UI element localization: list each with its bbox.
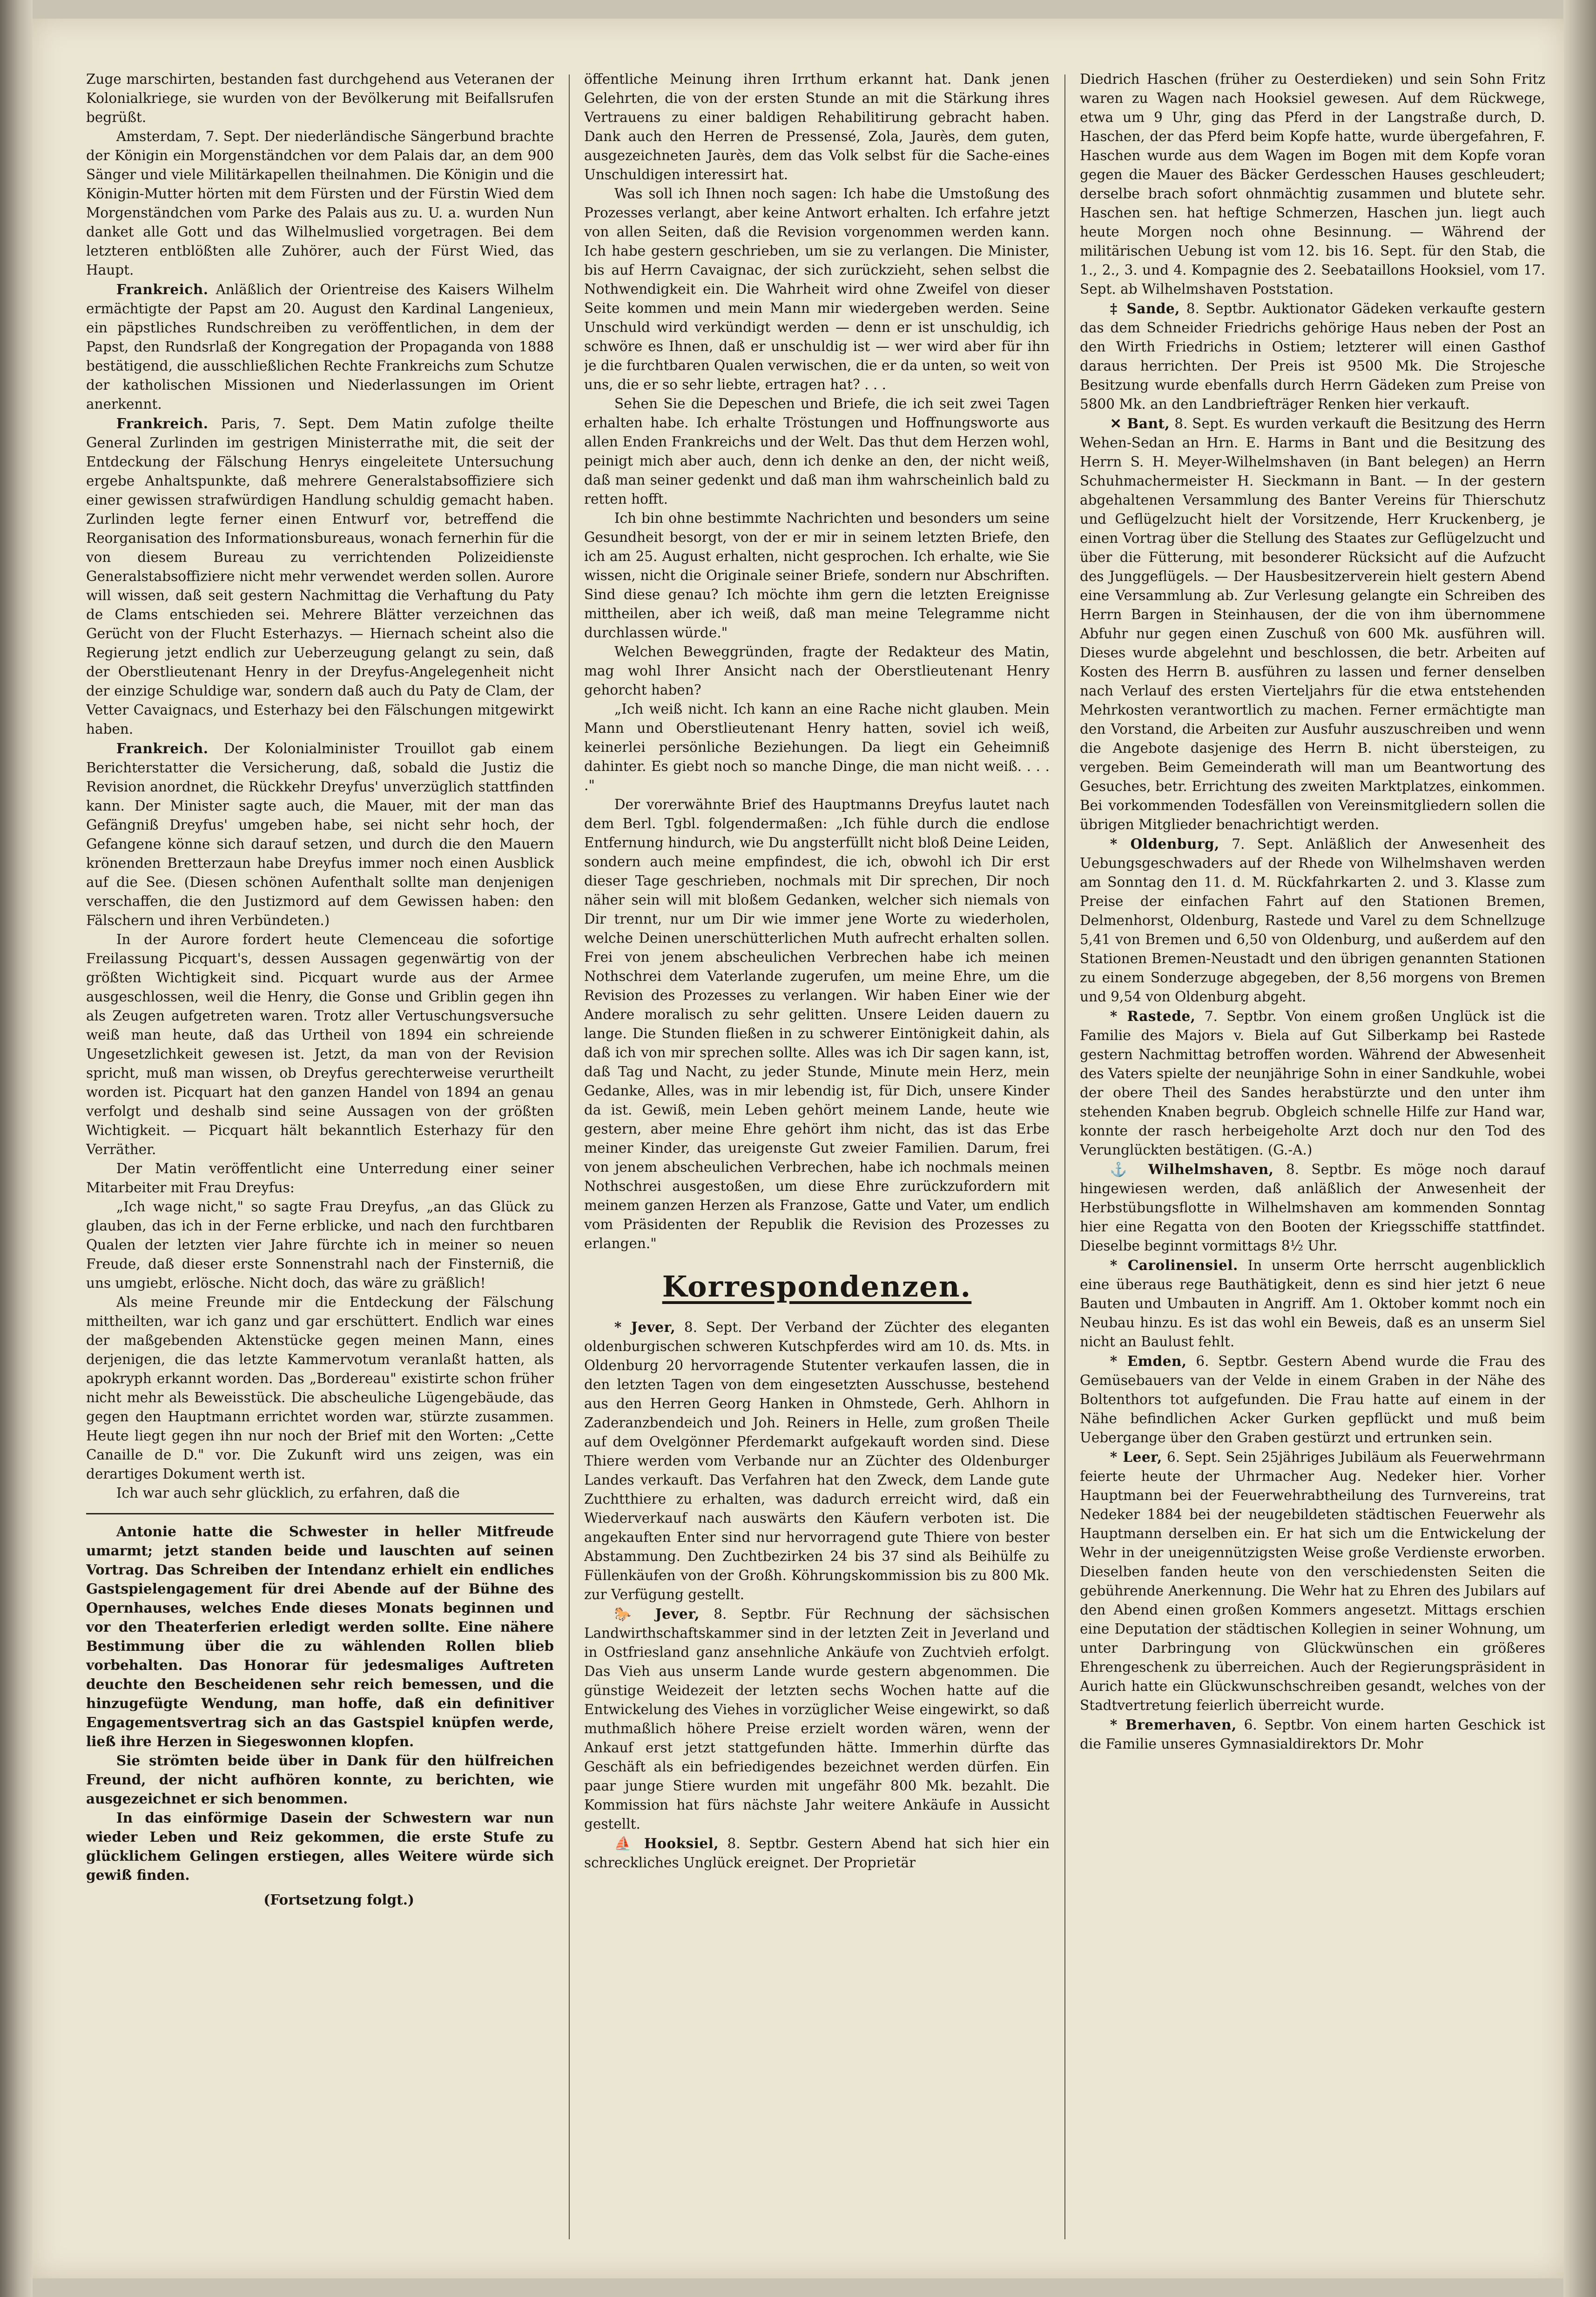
dateline: Hooksiel, — [644, 1835, 719, 1851]
dateline: Frankreich. — [116, 740, 209, 757]
news-item-leer — [1080, 1447, 1545, 1715]
column-rule-2 — [1064, 74, 1065, 2239]
book-binding — [0, 0, 33, 2297]
section-heading: Korrespondenzen. — [662, 1270, 972, 1304]
dateline: ‡ Sande, — [1110, 300, 1180, 317]
news-item-frankreich-2 — [86, 414, 554, 739]
news-item-bremerhaven — [1080, 1715, 1545, 1754]
paragraph: Der Matin veröffentlicht eine Unterredung einer seiner Mitarbeiter mit Frau Dreyfus: — [86, 1161, 554, 1196]
paragraph: Ich bin ohne bestimmte Nachrichten und besonders um seine Gesundheit besorgt, von der er mir in seinem letzten Briefe, den ich am 25. August erhalten, nicht gesprochen. Ich erhalte, wie Sie wissen, nicht die Originale seiner Briefe, sondern nur Abschriften. Sind diese genau? Ich möchte ihm gern die letzten Ereignisse mittheilen, aber ich weiß, daß man meine Telegramme nicht durchlassen würde." — [584, 510, 1050, 641]
paragraph: öffentliche Meinung ihren Irrthum erkannt hat. Dank jenen Gelehrten, die von der ersten Stunde an mit die Stärkung ihres Vertrauens zu einer baldigen Rehabilitirung gebracht haben. Dank auch den Herren de Pressensé, Zola, Jaurès, dem guten, ausgezeichneten Jaurès, dem das Volk selbst für die Sache-eines Unschuldigen interessirt hat. — [584, 71, 1050, 182]
dateline: * Jever, — [614, 1319, 676, 1335]
news-item-carolinensiel — [1080, 1256, 1545, 1351]
paragraph: In der Aurore fordert heute Clemenceau die sofortige Freilassung Picquart's, dessen Aussagen gegenwärtig von der größten Wichtigkeit sind. Picquart wurde aus der Armee ausgeschlossen, weil die Henry, die Gonse und Griblin gegen ihn als Zeugen aufgetreten waren. Trotz aller Vertuschungsversuche weiß man heute, daß das Urtheil von 1894 ein schreiende Ungesetzlichkeit gewesen ist. Jetzt, da man von der Revision spricht, muß man wissen, ob Dreyfus gerechterweise verurtheilt worden ist. Picquart hat den ganzen Handel von 1894 an genau verfolgt und deshalb sind seine Aussagen von der größten Wichtigkeit. — Picquart hält bekanntlich Esterhazy für den Verräther. — [86, 932, 554, 1157]
dateline: ⚓ Wilhelmshaven, — [1110, 1161, 1274, 1177]
paragraph: Diedrich Haschen (früher zu Oesterdieken) und sein Sohn Fritz waren zu Wagen nach Hooksiel gewesen. Auf dem Rückwege, etwa um 9 Uhr, ging das Pferd in der Langstraße durch, D. Haschen, der das Pferd beim Kopfe hatte, wurde übergefahren, F. Haschen wurde aus dem Wagen im Bogen mit dem Kopfe voran gegen die Mauer des Bäcker Gerdesschen Hauses geschleudert; derselbe brach sofort ohnmächtig zusammen und blutete sehr. Haschen sen. hat heftige Schmerzen, Haschen jun. liegt auch heute Morgen noch ohne Besinnung. — Während der militärischen Uebung ist vom 12. bis 16. Sept. für den Stab, die 1., 2., 3. und 4. Kompagnie des 2. Seebataillons Hooksiel, vom 17. Sept. ab Wilhelmshaven Poststation. — [1080, 71, 1545, 297]
news-text: 6. Septbr. Gestern Abend wurde die Frau des Gemüsebauers van der Velde in einem Graben in der Nähe des Boltenthors tot aufgefunden. Die Frau hatte auf einem in der Nähe befindlichen Acker Gurken gepflückt und muß beim Uebergange über den Graben gestürzt und ertrunken sein. — [1080, 1353, 1545, 1446]
news-item-emden — [1080, 1351, 1545, 1447]
dateline: Frankreich. — [116, 415, 209, 432]
news-text: In unserm Orte herrscht augenblicklich eine überaus rege Bauthätigkeit, denn es sind hier jetzt 6 neue Bauten und Umbauten in Angriff. Am 1. Oktober kommt noch ein Neubau hinzu. Es ist das wohl ein Beweis, daß es an unserm Siel nicht an Baulust fehlt. — [1080, 1257, 1545, 1350]
news-text: 8. Septbr. Auktionator Gädeken verkaufte gestern das dem Schneider Friedrichs gehörige Haus neben der Post an den Wirth Friedrichs in Ostiem; letzterer will einen Gasthof daraus herrichten. Der Preis ist 9500 Mk. Die Strojesche Besitzung wurde ebenfalls durch Herrn Gädeken zum Preise von 5800 Mk. an den Landbriefträger Renken hier verkauft. — [1080, 301, 1545, 412]
paragraph: Was soll ich Ihnen noch sagen: Ich habe die Umstoßung des Prozesses verlangt, aber keine Antwort erhalten. Ich erfahre jetzt von allen Seiten, daß die Revision vorgenommen werden kann. Ich habe gestern geschrieben, um sie zu verlangen. Die Minister, bis auf Herrn Cavaignac, der sich zurückzieht, sehen selbst die Nothwendigkeit ein. Die Wahrheit wird ohne Zweifel von dieser Seite kommen und mein Mann mir wiedergeben werden. Seine Unschuld wird verkündigt werden — denn er ist unschuldig, ich schwöre es Ihnen, daß er unschuldig ist — wer wird aber für ihn je die furchtbaren Qualen verwischen, die er da unten, so weit von uns, die er so sehr liebte, ertragen hat? . . . — [584, 186, 1050, 392]
column-3 — [1080, 70, 1545, 2239]
paragraph: Welchen Beweggründen, fragte der Redakteur des Matin, mag wohl Ihrer Ansicht nach der Oberstlieutenant Henry gehorcht haben? — [584, 644, 1050, 698]
news-item-hooksiel — [584, 1834, 1050, 1872]
dateline: * Oldenburg, — [1110, 836, 1219, 852]
column-rule-1 — [569, 74, 570, 2239]
news-item-jever-1 — [584, 1317, 1050, 1604]
news-item-bant — [1080, 414, 1545, 834]
news-item-oldenburg — [1080, 834, 1545, 1007]
paragraph: Ich war auch sehr glücklich, zu erfahren, daß die — [116, 1485, 460, 1501]
paragraph: Als meine Freunde mir die Entdeckung der Fälschung mittheilten, war ich ganz und gar erschüttert. Endlich war eines der maßgebenden Aktenstücke gegen meinen Mann, eines derjenigen, die das letzte Kammervotum veranlaßt hatten, als apokryph erkannt worden. Das „Bordereau" existirte schon früher nicht mehr als Beweisstück. Die abscheuliche Lügengebäude, das gegen den Hauptmann errichtet worden war, stürzte zusammen. Heute liegt gegen ihn nur noch der Brief mit den Worten: „Cette Canaille de D." vor. Die Zukunft wird uns zeigen, was ein derartiges Dokument werth ist. — [86, 1294, 554, 1482]
paragraph: Zuge marschirten, bestanden fast durchgehend aus Veteranen der Kolonialkriege, sie wurden von der Bevölkerung mit Beifallsrufen begrüßt. — [86, 71, 554, 125]
news-text: 6. Sept. Sein 25jähriges Jubiläum als Feuerwehrmann feierte heute der Uhrmacher Aug. Nedeker hier. Vorher Hauptmann bei der Feuerwehrabtheilung des Turnvereins, trat Nedeker 1884 bei der neugebildeten städtischen Feuerwehr als Hauptmann derselben ein. Er hat sich um die Entwickelung der Wehr in der uneigennützigsten Weise große Verdienste erworben. Dieselben fanden heute von den verschiedensten Seiten die gebührende Anerkennung. Die Wehr hat zu Ehren des Jubilars auf den Abend einen großen Kommers angesetzt. Mittags erschien eine Deputation der städtischen Kollegien in seiner Wohnung, um unter Darbringung von Glückwünschen ein größeres Ehrengeschenk zu überreichen. Auch der Regierungspräsident in Aurich hatte ein Glückwunschschreiben gesandt, welches von der Stadtvertretung feierlich überreicht wurde. — [1080, 1449, 1545, 1713]
column-2 — [584, 70, 1050, 2239]
paragraph: „Ich wage nicht," so sagte Frau Dreyfus, „an das Glück zu glauben, das ich in der Ferne erblicke, und nach den furchtbaren Qualen der letzten vier Jahre fürchte ich in meiner so neuen Freude, daß dieser erste Sonnenstrahl nach der Finsterniß, die uns umgiebt, erlösche. Nicht doch, das wäre zu gräßlich! — [86, 1199, 554, 1291]
news-text: 7. Sept. Anläßlich der Anwesenheit des Uebungsgeschwaders auf der Rhede von Wilhelmshaven werden am Sonntag den 11. d. M. Rückfahrkarten 2. und 3. Klasse zum Preise der einfachen Fahrt auf den Stationen Bremen, Delmenhorst, Oldenburg, Rastede und Varel zu dem Schnellzuge 5,41 von Bremen und 6,50 von Oldenburg, und außerdem auf den Stationen Bremen-Neustadt und den übrigen genannten Stationen zu einem Sonderzuge abgegeben, der 8,56 morgens von Bremen und 9,54 von Oldenburg abgeht. — [1080, 836, 1545, 1005]
paragraph: Sie strömten beide über in Dank für den hülfreichen Freund, der nicht aufhören konnte, zu berichten, wie ausgezeichnet er sich benommen. — [86, 1752, 554, 1807]
feuilleton-divider — [86, 1513, 554, 1514]
news-text: 8. Sept. Der Verband der Züchter des eleganten oldenburgischen schweren Kutschpferdes wird am 10. ds. Mts. in Oldenburg 20 hervorragende Stutenter verkaufen lassen, die in den letzten Tagen von dem eingesetzten Ausschusse, bestehend aus den Herren Georg Hanken in Ohmstede, Gerh. Ahlhorn in Zaderanzbendeich und Joh. Reiners in Helle, zum großen Theile auf dem Ovelgönner Pferdemarkt aufgekauft worden sind. Diese Thiere werden vom Verbande nur an Züchter des Oldenburger Landes verkauft. Das Verfahren hat den Zweck, dem Lande gute Zuchtthiere zu erhalten, was dadurch erreicht wird, daß ein Wiederverkauf nach auswärts den Käufern verboten ist. Die angekauften Enter sind nur hervorragend gute Thiere von bester Abstammung. Den Zuchtbezirken 24 bis 37 sind als Beihülfe zu Füllenkäufen von der Großh. Köhrungskommission bis zu 800 Mk. zur Verfügung gestellt. — [584, 1319, 1050, 1602]
news-item-sande — [1080, 299, 1545, 414]
news-text: 8. Sept. Es wurden verkauft die Besitzung des Herrn Wehen-Sedan an Hrn. E. Harms in Bant und die Besitzung des Herrn S. H. Meyer-Wilhelmshaven (in Bant belegen) an Herrn Schuhmachermeister H. Sieckmann in Bant. — In der gestern abgehaltenen Versammlung des Banter Vereins für Thierschutz und Geflügelzucht hielt der Vorsitzende, Herr Kruckenberg, je einen Vortrag über die Stellung des Staates zur Geflügelzucht und über die Fütterung, mit besonderer Rücksicht auf die Aufzucht des Junggeflügels. — Der Hausbesitzerverein hielt gestern Abend eine Versammlung ab. Zur Verlesung gelangte ein Schreiben des Herrn Bargen in Steinhausen, der die von ihm übernommene Abfuhr nur gegen einen Zuschuß von 600 Mk. ausführen will. Dieses wurde abgelehnt und beschlossen, die betr. Arbeiten auf Kosten des Herrn B. ausführen zu lassen und ferner denselben nach Verlauf des ersten Vierteljahrs für die etwa entstehenden Mehrkosten verantwortlich zu machen. Ferner ermächtigte man den Vorstand, die Arbeiten zur Ausfuhr auszuschreiben und wenn die Angebote dasjenige des Herrn B. nicht übersteigen, zu vergeben. Beim Gemeinderath will man um Beantwortung des Gesuches, betr. Errichtung des zweiten Marktplatzes, einkommen. Bei vorkommenden Todesfällen von Vereinsmitgliedern sollen die übrigen Mitglieder benachrichtigt werden. — [1080, 416, 1545, 832]
news-text: 7. Septbr. Von einem großen Unglück ist die Familie des Majors v. Biela auf Gut Silberkamp bei Rastede gestern Nachmittag betroffen worden. Während der Abwesenheit des Vaters spielte der neunjährige Sohn in einer Sandkuhle, wobei der obere Theil des Sandes herabstürzte und den unter ihm stehenden Knaben begrub. Obgleich schnelle Hilfe zur Hand war, konnte der rasch herbeigeholte Arzt doch nur den Tod des Verunglückten bestätigen. (G.-A.) — [1080, 1008, 1545, 1158]
news-item-frankreich-3 — [86, 739, 554, 930]
news-item-wilhelmshaven — [1080, 1160, 1545, 1256]
dateline: ✕ Bant, — [1110, 415, 1170, 432]
continued-note: (Fortsetzung folgt.) — [263, 1892, 414, 1908]
news-item-frankreich-1 — [86, 280, 554, 414]
paragraph: Antonie hatte die Schwester in heller Mitfreude umarmt; jetzt standen beide und lauschten auf seinen Vortrag. Das Schreiben der Intendanz erhielt ein endliches Gastspielengagement für drei Abende auf der Bühne des Opernhauses, welches Ende dieses Monats beginnen und vor den Theaterferien erledigt werden sollte. Eine nähere Bestimmung über die zu wählenden Rollen blieb vorbehalten. Das Honorar für jedesmaliges Auftreten deuchte den Bescheidenen sehr reich bemessen, und die hinzugefügte Wendung, man hoffe, daß ein definitiver Engagementsvertrag sich an das Gastspiel knüpfen werde, ließ ihre Herzen in Siegeswonnen klopfen. — [86, 1523, 554, 1750]
dateline: * Bremerhaven, — [1110, 1716, 1237, 1733]
dateline: * Emden, — [1110, 1353, 1187, 1369]
ship-icon: ⛵ — [614, 1835, 636, 1851]
dateline: Frankreich. — [116, 281, 209, 297]
column-1 — [86, 70, 554, 2239]
news-item-rastede — [1080, 1007, 1545, 1160]
news-item-jever-2 — [584, 1604, 1050, 1834]
paragraph: „Ich weiß nicht. Ich kann an eine Rache nicht glauben. Mein Mann und Oberstlieutenant Henry hatten, soviel ich weiß, keinerlei persönliche Beziehungen. Da liegt ein Geheimniß dahinter. Es giebt noch so manche Dinge, die man nicht weiß. . . . ." — [584, 701, 1050, 793]
horse-icon: 🐎 — [614, 1606, 641, 1622]
paragraph: Der vorerwähnte Brief des Hauptmanns Dreyfus lautet nach dem Berl. Tgbl. folgendermaßen: „Ich fühle durch die endlose Entfernung hindurch, wie Du angsterfüllt nicht bloß Deine Leiden, sondern auch meine empfindest, die ich, obwohl ich Dir erst dieser Tage geschrieben, nochmals mit Dir sprechen, Dir noch näher sein will mit bloßem Gedanken, welcher sich niemals von Dir trennt, nur um Dir wie immer jene Worte zu wiederholen, welche Deinen unerschütterlichen Muth aufrecht erhalten sollen. Frei von jenem abscheulichen Verbrechen habe ich meinen Nothschrei dem Vaterlande zugerufen, um meine Ehre, um die Revision des Prozesses zu verlangen. Wir haben Einer wie der Andere moralisch zu sehr gelitten. Unsere Leiden dauern zu lange. Die Stunden fließen in zu schwerer Eintönigkeit dahin, als daß ich von mir sprechen sollte. Alles was ich Dir sagen kann, ist, daß Tag und Nacht, zu jeder Stunde, Minute mein Herz, mein Gedanke, Alles, was in mir lebendig ist, für Dich, unsere Kinder da ist. Gewiß, mein Leben gehört meinem Lande, heute wie gestern, aber meine Ehre gehört ihm nicht, das ist das Erbe meiner Kinder, das ureigenste Gut zweier Familien. Darum, frei von jenem abscheulichen Verbrechen, habe ich nochmals meinen Nothschrei ausgestoßen, um diese Ehre zurückzufordern mit meinem ganzen Herzen als Franzose, Gatte und Vater, um endlich vom Präsidenten der Republik die Revision des Prozesses zu erlangen." — [584, 797, 1050, 1251]
paragraph: In das einförmige Dasein der Schwestern war nun wieder Leben und Reiz gekommen, die erste Stufe zu glücklichem Gelingen erstiegen, alles Weitere würde sich gewiß finden. — [86, 1810, 554, 1883]
dateline: Jever, — [655, 1606, 700, 1622]
dateline: * Rastede, — [1110, 1008, 1196, 1024]
news-text: Paris, 7. Sept. Dem Matin zufolge theilte General Zurlinden im gestrigen Ministerrathe mit, die seit der Entdeckung der Fälschung Henrys eingeleitete Untersuchung ergebe Anhaltspunkte, daß mehrere Generalstabsoffiziere sich einer gewissen strafwürdigen Handlung schuldig gemacht haben. Zurlinden legte ferner einen Entwurf vor, betreffend die Reorganisation des Informationsbureaus, wonach fernerhin für die von diesem Bureau zu verrichtenden Polizeidienste Generalstabsoffiziere nicht mehr verwendet werden sollen. Aurore will wissen, daß seit gestern Nachmittag die Verhaftung du Paty de Clams entschieden sei. Mehrere Blätter verzeichnen das Gerücht von der Flucht Esterhazys. — Hiernach scheint also die Regierung jetzt endlich zur Ueberzeugung gelangt zu sein, daß der Oberstlieutenant Henry in der Dreyfus-Angelegenheit nicht der einzige Schuldige war, sondern daß auch du Paty de Clam, der Vetter Cavaignacs, und Esterhazy bei den Fälschungen mitgewirkt haben. — [86, 416, 554, 737]
news-text: 8. Septbr. Für Rechnung der sächsischen Landwirthschaftskammer sind in der letzten Zeit in Jeverland und in Ostfriesland ganz ansehnliche Ankäufe von Zuchtvieh erfolgt. Das Vieh aus unserm Lande wurde gestern abgenommen. Die günstige Weidezeit der letzten sechs Wochen hatte auf die Entwickelung des Viehes in vorzüglicher Weise eingewirkt, so daß muthmaßlich höhere Preise erzielt worden wären, wenn der Ankauf erst jetzt stattgefunden hätte. Immerhin dürfte das Geschäft als ein befriedigendes bezeichnet werden dürfen. Ein paar junge Stiere wurden mit ungefähr 800 Mk. bezahlt. Die Kommission hat fürs nächste Jahr weitere Ankäufe in Aussicht gestellt. — [584, 1606, 1050, 1832]
news-text: 8. Septbr. Es möge noch darauf hingewiesen werden, daß anläßlich der Anwesenheit der Herbstübungsflotte in Wilhelmshaven am kommenden Sonntag hier eine Regatta von den Booten der Kriegsschiffe stattfindet. Dieselbe beginnt vormittags 8½ Uhr. — [1080, 1162, 1545, 1254]
dateline: * Carolinensiel. — [1110, 1257, 1238, 1273]
news-text: Der Kolonialminister Trouillot gab einem Berichterstatter die Versicherung, daß, sobald die Justiz die Revision anordnet, die Rückkehr Dreyfus' unverzüglich stattfinden kann. Der Minister sagte auch, die Mauer, mit der man das Gefängniß Dreyfus' umgeben habe, sei nicht sehr hoch, der Gefangene könne sich darauf setzen, und durch die den Mauern krönenden Bretterzaun habe Dreyfus immer noch einen Ausblick auf die See. (Diesen schönen Aufenthalt sollte man denjenigen verschaffen, die den Justizmord auf dem Gewissen haben: den Fälschern und ihren Verbündeten.) — [86, 741, 554, 928]
paragraph: Sehen Sie die Depeschen und Briefe, die ich seit zwei Tagen erhalten habe. Ich erhalte Tröstungen und Hoffnungsworte aus allen Enden Frankreichs und der Welt. Das thut dem Herzen wohl, peinigt mich aber auch, denn ich denke an den, der nicht weiß, daß man seiner gedenkt und daß man ihm wahrscheinlich bald zu retten hofft. — [584, 396, 1050, 507]
feuilleton — [86, 1522, 554, 1909]
news-text: 6. Septbr. Von einem harten Geschick ist die Familie unseres Gymnasialdirektors Dr. Mohr — [1080, 1717, 1545, 1752]
page-edge — [1563, 0, 1596, 2297]
dateline: * Leer, — [1110, 1449, 1162, 1465]
news-text: 8. Septbr. Gestern Abend hat sich hier ein schreckliches Unglück ereignet. Der Proprietär — [584, 1836, 1050, 1871]
paragraph: Amsterdam, 7. Sept. Der niederländische Sängerbund brachte der Königin ein Morgenständchen vor dem Palais dar, an dem 900 Sänger und viele Militärkapellen theilnahmen. Die Königin und die Königin-Mutter hörten mit dem Fürsten und der Fürstin Wied dem Morgenständchen vom Parke des Palais aus zu. U. a. wurden Nun danket alle Gott und das Wilhelmuslied vorgetragen. Bei dem letzteren entblößten alle Zuhörer, auch der Fürst Wied, das Haupt. — [86, 128, 554, 278]
news-text: Anläßlich der Orientreise des Kaisers Wilhelm ermächtigte der Papst am 20. August den Kardinal Langenieux, ein päpstliches Rundschreiben zu veröffentlichen, in dem der Papst, den Rundsrlaß der Kongregation der Propaganda von 1888 bestätigend, die ausschließlichen Rechte Frankreichs zum Schutze der katholischen Missionen und Niederlassungen im Orient anerkennt. — [86, 282, 554, 412]
